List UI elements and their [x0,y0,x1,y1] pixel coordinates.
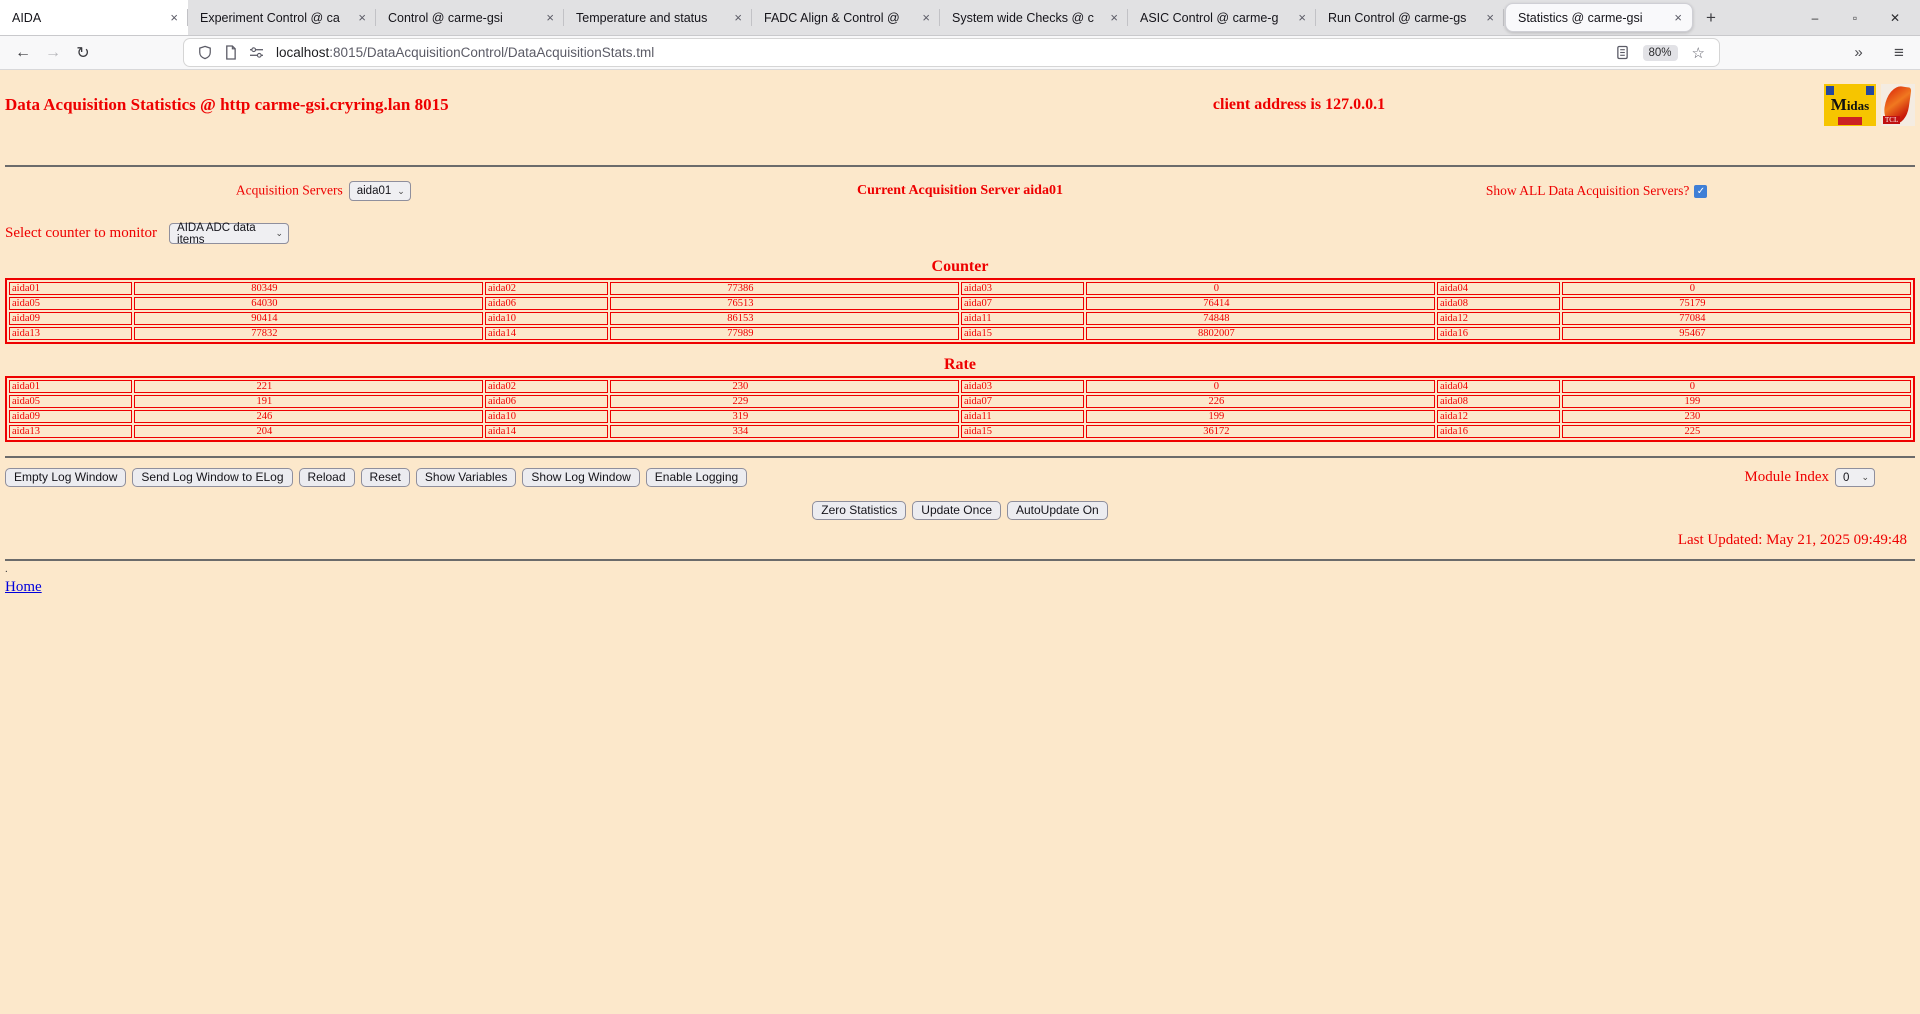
server-value-cell: 319 [610,410,959,423]
tcl-logo[interactable] [1881,84,1915,126]
tab-close-icon[interactable]: × [546,10,554,25]
server-value-cell: 86153 [610,312,959,325]
table-row [9,380,1911,393]
server-value-cell: 77989 [610,327,959,340]
server-value-cell: 75179 [1562,297,1911,310]
server-value-cell: 0 [1562,380,1911,393]
tab-asic-control-carme-g[interactable] [1128,0,1316,35]
midas-shield-icon [1826,86,1834,95]
server-name-cell: aida06 [485,395,608,408]
tcl-logo-text: TCL [1885,116,1899,124]
reset-button[interactable]: Reset [361,468,410,487]
window-controls [1808,0,1920,35]
module-index-select[interactable]: 0 ⌄ [1835,468,1875,487]
counter-table [5,278,1915,344]
server-name-cell: aida14 [485,327,608,340]
server-value-cell: 77832 [134,327,483,340]
server-value-cell: 64030 [134,297,483,310]
divider [5,456,1915,458]
reload-button[interactable]: Reload [299,468,355,487]
zero-statistics-button[interactable]: Zero Statistics [812,501,906,520]
server-value-cell: 77386 [610,282,959,295]
server-value-cell: 90414 [134,312,483,325]
midas-powered-badge [1838,117,1862,125]
url-host: localhost [276,45,330,60]
module-index-label: Module Index [1744,469,1829,485]
server-value-cell: 229 [610,395,959,408]
dot-text: . [5,563,8,575]
server-name-cell: aida03 [961,380,1084,393]
tab-control-carme-gsi[interactable] [376,0,564,35]
server-name-cell: aida08 [1437,395,1560,408]
logos [1824,84,1915,126]
server-value-cell: 204 [134,425,483,438]
server-value-cell: 77084 [1562,312,1911,325]
tab-title: Control @ carme-gsi [388,10,503,25]
server-name-cell: aida15 [961,327,1084,340]
forward-icon[interactable]: → [45,43,61,61]
hamburger-menu-icon[interactable]: ≡ [1894,42,1904,62]
server-name-cell: aida04 [1437,282,1560,295]
server-value-cell: 80349 [134,282,483,295]
tab-bar [0,0,1920,36]
table-row [9,312,1911,325]
server-value-cell: 226 [1086,395,1435,408]
show-log-window-button[interactable]: Show Log Window [522,468,639,487]
zoom-level-badge[interactable]: 80% [1643,45,1678,61]
counter-heading: Counter [931,258,989,275]
empty-log-window-button[interactable]: Empty Log Window [5,468,126,487]
server-value-cell: 225 [1562,425,1911,438]
show-variables-button[interactable]: Show Variables [416,468,517,487]
server-name-cell: aida01 [9,380,132,393]
server-value-cell: 76414 [1086,297,1435,310]
server-value-cell: 76513 [610,297,959,310]
tab-close-icon[interactable]: × [1298,10,1306,25]
server-name-cell: aida10 [485,410,608,423]
server-name-cell: aida07 [961,395,1084,408]
server-value-cell: 246 [134,410,483,423]
url-path: :8015/DataAcquisitionControl/DataAcquisitionStats.tml [329,45,655,60]
module-index-group [1744,468,1915,487]
back-icon[interactable]: ← [15,43,31,61]
server-name-cell: aida08 [1437,297,1560,310]
acquisition-servers-group [5,181,642,201]
server-name-cell: aida15 [961,425,1084,438]
counter-monitor-select[interactable]: AIDA ADC data items ⌄ [169,223,289,244]
server-name-cell: aida09 [9,410,132,423]
update-once-button[interactable]: Update Once [912,501,1001,520]
counter-select-label: Select counter to monitor [5,224,158,241]
autoupdate-on-button[interactable]: AutoUpdate On [1007,501,1108,520]
midas-shield-icon [1866,86,1874,95]
chevron-down-icon: ⌄ [397,185,405,196]
show-all-checkbox[interactable]: ✓ [1694,185,1707,198]
tab-title: Run Control @ carme-gs [1328,10,1467,25]
server-name-cell: aida04 [1437,380,1560,393]
log-buttons-group [5,468,747,487]
table-row [9,327,1911,340]
permissions-sliders-icon[interactable] [249,46,264,59]
server-name-cell: aida11 [961,410,1084,423]
close-icon[interactable]: ✕ [1889,10,1901,25]
tab-title: Temperature and status [576,10,708,25]
shield-icon[interactable] [198,45,212,60]
server-value-cell: 0 [1086,380,1435,393]
server-value-cell: 221 [134,380,483,393]
enable-logging-button[interactable]: Enable Logging [646,468,747,487]
new-tab-button[interactable]: + [1706,7,1716,27]
server-name-cell: aida02 [485,282,608,295]
tab-bar-tabs [0,0,1694,35]
tab-title: ASIC Control @ carme-g [1140,10,1279,25]
server-name-cell: aida11 [961,312,1084,325]
reload-icon[interactable]: ↻ [76,44,90,62]
url-text[interactable] [276,45,1610,60]
server-name-cell: aida13 [9,425,132,438]
server-name-cell: aida16 [1437,327,1560,340]
server-value-cell: 0 [1562,282,1911,295]
server-value-cell: 334 [610,425,959,438]
show-all-label: Show ALL Data Acquisition Servers? [1485,183,1690,198]
tab-close-icon[interactable]: × [358,10,366,25]
server-name-cell: aida05 [9,395,132,408]
server-value-cell: 199 [1086,410,1435,423]
server-name-cell: aida12 [1437,410,1560,423]
stat-buttons-row [5,501,1915,520]
server-name-cell: aida14 [485,425,608,438]
table-row [9,410,1911,423]
server-name-cell: aida12 [1437,312,1560,325]
show-all-group [1278,182,1915,200]
table-row [9,282,1911,295]
tab-title: Experiment Control @ ca [200,10,340,25]
server-name-cell: aida05 [9,297,132,310]
midas-logo-text: Midas [1830,95,1870,114]
page-content [0,71,1920,1014]
tab-title: System wide Checks @ c [952,10,1094,25]
server-value-cell: 230 [1562,410,1911,423]
chevron-down-icon: ⌄ [1861,472,1869,482]
minimize-icon[interactable]: – [1811,10,1819,25]
divider [5,165,1915,167]
page-icon[interactable] [224,45,237,60]
server-name-cell: aida16 [1437,425,1560,438]
maximize-icon[interactable]: ▫ [1852,10,1858,25]
server-value-cell: 0 [1086,282,1435,295]
server-value-cell: 230 [610,380,959,393]
tab-run-control-carme-gs[interactable] [1316,0,1504,35]
server-value-cell: 8802007 [1086,327,1435,340]
server-value-cell: 95467 [1562,327,1911,340]
tab-fadc-align-control[interactable] [752,0,940,35]
table-row [9,425,1911,438]
reader-mode-icon[interactable] [1616,45,1629,60]
last-updated-text: Last Updated: May 21, 2025 09:49:48 [1677,532,1907,548]
server-value-cell: 191 [134,395,483,408]
send-log-window-to-elog-button[interactable]: Send Log Window to ELog [132,468,292,487]
server-name-cell: aida01 [9,282,132,295]
acquisition-servers-label: Acquisition Servers [235,182,343,198]
current-server-text: Current Acquisition Server aida01 [856,183,1063,198]
rate-table [5,376,1915,442]
server-name-cell: aida07 [961,297,1084,310]
midas-logo[interactable] [1824,84,1876,126]
table-row [9,395,1911,408]
tab-system-wide-checks-c[interactable] [940,0,1128,35]
server-value-cell: 74848 [1086,312,1435,325]
tab-title: AIDA [12,10,42,25]
tab-close-icon[interactable]: × [1674,10,1682,25]
tab-close-icon[interactable]: × [1110,10,1118,25]
table-row [9,297,1911,310]
chevron-down-icon: ⌄ [275,228,284,238]
tab-close-icon[interactable]: × [922,10,930,25]
server-name-cell: aida13 [9,327,132,340]
navigation-toolbar [0,36,1920,70]
client-address-text: client address is 127.0.0.1 [1212,96,1386,113]
tab-close-icon[interactable]: × [170,10,178,25]
rate-heading: Rate [944,356,976,373]
server-name-cell: aida02 [485,380,608,393]
tab-statistics-carme-gsi[interactable] [1505,3,1693,32]
page-header [5,81,1915,129]
divider [5,559,1915,561]
acquisition-server-select[interactable]: aida01 ⌄ [349,181,411,201]
tab-title: Statistics @ carme-gsi [1518,10,1643,25]
acquisition-server-row [5,181,1915,201]
server-name-cell: aida10 [485,312,608,325]
server-value-cell: 199 [1562,395,1911,408]
server-name-cell: aida09 [9,312,132,325]
tab-title: FADC Align & Control @ [764,10,900,25]
tab-experiment-control-ca[interactable] [188,0,376,35]
server-name-cell: aida03 [961,282,1084,295]
tab-temperature-and-status[interactable] [564,0,752,35]
server-value-cell: 36172 [1086,425,1435,438]
server-name-cell: aida06 [485,297,608,310]
tab-close-icon[interactable]: × [734,10,742,25]
page-title: Data Acquisition Statistics @ http carme-gsi.cryring.lan 8015 [5,95,449,114]
overflow-chevrons-icon[interactable]: » [1854,44,1862,61]
tab-close-icon[interactable]: × [1486,10,1494,25]
url-bar[interactable] [184,39,1719,66]
tab-aida[interactable] [0,0,188,35]
log-buttons-row [5,468,1915,487]
counter-select-row [5,223,1915,244]
bookmark-star-icon[interactable]: ☆ [1691,44,1705,62]
home-link[interactable]: Home [5,579,42,595]
